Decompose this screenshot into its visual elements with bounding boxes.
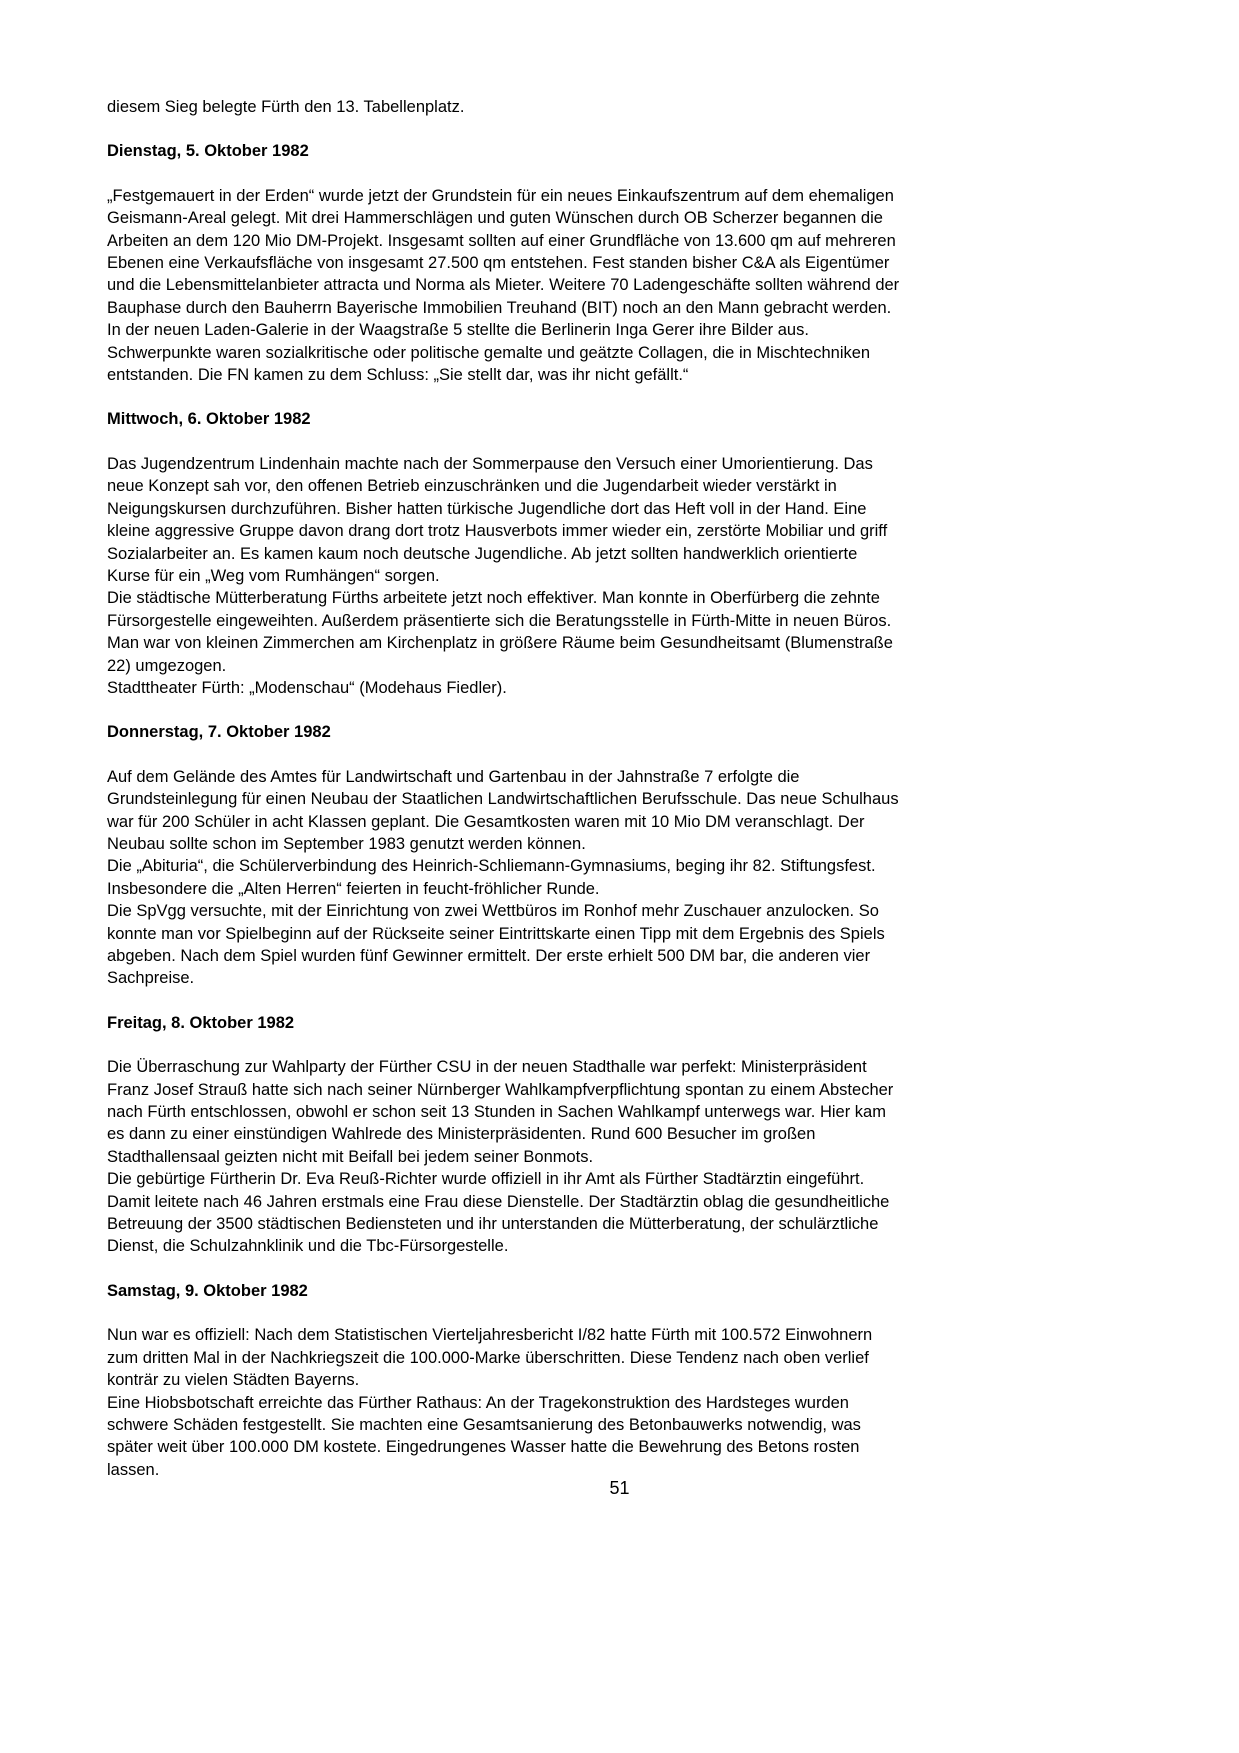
- section-heading-donnerstag: Donnerstag, 7. Oktober 1982: [107, 723, 331, 742]
- section-heading-freitag: Freitag, 8. Oktober 1982: [107, 1013, 295, 1032]
- section-body-donnerstag: Auf dem Gelände des Amtes für Landwirtschaft und Gartenbau in der Jahnstraße 7 erfolgte die Grundsteinlegung für einen Neubau der Staatlichen Landwirtschaftlichen Berufsschule. Das neue Schulhaus war für 200 Schüler in acht Klassen geplant. Die Gesamtkosten waren mit 10 Mio DM veranschlagt. Der Neubau sollte schon im September 1983 genutzt werden können. Die „Abituria“, die Schülerverbindung des Heinrich-Schliemann-Gymnasiums, beging ihr 82. Stiftungsfest. Insbesondere die „Alten Herren“ feierten in feucht-fröhlicher Runde. Die SpVgg versuchte, mit der Einrichtung von zwei Wettbüros im Ronhof mehr Zuschauer anzulocken. So konnte man vor Spielbeginn auf der Rückseite seiner Eintrittskarte einen Tipp mit dem Ergebnis des Spiels abgeben. Nach dem Spiel wurden fünf Gewinner ermittelt. Der erste erhielt 500 DM bar, die anderen vier Sachpreise.: [107, 767, 899, 988]
- section-dienstag-5-oktober: [107, 140, 1134, 386]
- section-body-mittwoch: Das Jugendzentrum Lindenhain machte nach der Sommerpause den Versuch einer Umorientierung. Das neue Konzept sah vor, den offenen Betrieb einzuschränken und die Jugendarbeit wieder verstärkt in Neigungskursen durchzuführen. Bisher hatten türkische Jugendliche dort das Heft voll in der Hand. Eine kleine aggressive Gruppe davon drang dort trotz Hausverbots immer wieder ein, zerstörte Mobiliar und griff Sozialarbeiter an. Es kamen kaum noch deutsche Jugendliche. Ab jetzt sollten handwerklich orientierte Kurse für ein „Weg vom Rumhängen“ sorgen. Die städtische Mütterberatung Fürths arbeitete jetzt noch effektiver. Man konnte in Oberfürberg die zehnte Fürsorgestelle eingeweihten. Außerdem präsentierte sich die Beratungsstelle in Fürth-Mitte in neuen Büros. Man war von kleinen Zimmerchen am Kirchenplatz in größere Räume beim Gesundheitsamt (Blumenstraße 22) umgezogen. Stadttheater Fürth: „Modenschau“ (Modehaus Fiedler).: [107, 454, 893, 697]
- page-number: 51: [609, 1478, 630, 1498]
- section-heading-samstag: Samstag, 9. Oktober 1982: [107, 1281, 308, 1300]
- section-body-dienstag: „Festgemauert in der Erden“ wurde jetzt der Grundstein für ein neues Einkaufszentrum auf dem ehemaligen Geismann-Areal gelegt. Mit drei Hammerschlägen und guten Wünschen durch OB Scherzer begannen die Arbeiten an dem 120 Mio DM-Projekt. Insgesamt sollten auf einer Grundfläche von 13.600 qm auf mehreren Ebenen eine Verkaufsfläche von insgesamt 27.500 qm entstehen. Fest standen bisher C&A als Eigentümer und die Lebensmittelanbieter attracta und Norma als Mieter. Weitere 70 Ladengeschäfte sollten während der Bauphase durch den Bauherrn Bayerische Immobilien Treuhand (BIT) noch an den Mann gebracht werden. In der neuen Laden-Galerie in der Waagstraße 5 stellte die Berlinerin Inga Gerer ihre Bilder aus. Schwerpunkte waren sozialkritische oder politische gemalte und geätzte Collagen, die in Mischtechniken entstanden. Die FN kamen zu dem Schluss: „Sie stellt dar, was ihr nicht gefällt.“: [107, 186, 900, 385]
- section-heading-mittwoch: Mittwoch, 6. Oktober 1982: [107, 410, 311, 429]
- section-donnerstag-7-oktober: [107, 721, 1134, 989]
- section-mittwoch-6-oktober: [107, 408, 1134, 699]
- section-heading-dienstag: Dienstag, 5. Oktober 1982: [107, 142, 309, 161]
- section-body-samstag: Nun war es offiziell: Nach dem Statistischen Vierteljahresbericht I/82 hatte Fürth mit 100.572 Einwohnern zum dritten Mal in der Nachkriegszeit die 100.000-Marke überschritten. Diese Tendenz nach oben verlief konträr zu vielen Städten Bayerns. Eine Hiobsbotschaft erreichte das Fürther Rathaus: An der Tragekonstruktion des Hardsteges wurden schwere Schäden festgestellt. Sie machten eine Gesamtsanierung des Betonbauwerks notwendig, was später weit über 100.000 DM kostete. Eingedrungenes Wasser hatte die Bewehrung des Betons rosten lassen.: [107, 1326, 873, 1479]
- section-freitag-8-oktober: [107, 1012, 1134, 1258]
- section-samstag-9-oktober: [107, 1280, 1134, 1481]
- section-body-freitag: Die Überraschung zur Wahlparty der Fürther CSU in der neuen Stadthalle war perfekt: Ministerpräsident Franz Josef Strauß hatte sich nach seiner Nürnberger Wahlkampfverpflichtung spontan zu einem Abstecher nach Fürth entschlossen, obwohl er schon seit 13 Stunden in Sachen Wahlkampf unterwegs war. Hier kam es dann zu einer einstündigen Wahlrede des Ministerpräsidenten. Rund 600 Besucher im großen Stadthallensaal geizten nicht mit Beifall bei jedem seiner Bonmots. Die gebürtige Fürtherin Dr. Eva Reuß-Richter wurde offiziell in ihr Amt als Fürther Stadtärztin eingeführt. Damit leitete nach 46 Jahren erstmals eine Frau diese Dienstelle. Der Stadtärztin oblag die gesundheitliche Betreuung der 3500 städtischen Bediensteten und ihr unterstanden die Mütterberatung, der schulärztliche Dienst, die Schulzahnklinik und die Tbc-Fürsorgestelle.: [107, 1058, 894, 1256]
- intro-line: diesem Sieg belegte Fürth den 13. Tabellenplatz.: [107, 98, 465, 116]
